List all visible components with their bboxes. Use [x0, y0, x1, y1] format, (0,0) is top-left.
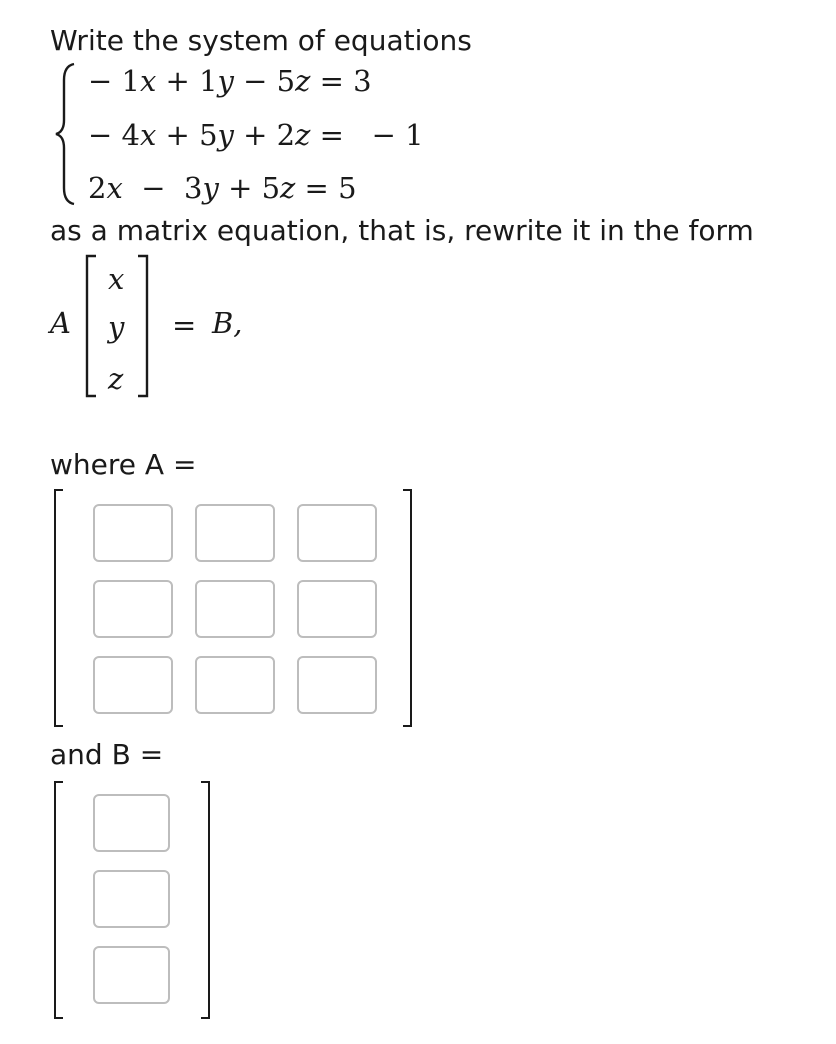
matrix-a-input-r2c3[interactable] — [297, 580, 377, 638]
b-label: and B = — [50, 738, 164, 771]
form-equals: = — [172, 308, 197, 342]
matrix-a-input-r3c3[interactable] — [297, 656, 377, 714]
intro-text: Write the system of equations — [50, 24, 472, 57]
matrix-a-input-r1c3[interactable] — [297, 504, 377, 562]
vector-left-bracket — [84, 254, 98, 398]
vector-entry-x: x — [108, 262, 125, 296]
matrix-a-left-bracket — [52, 488, 64, 728]
matrix-a-right-bracket — [402, 488, 414, 728]
matrix-a-input-r2c1[interactable] — [93, 580, 173, 638]
a-label: where A = — [50, 448, 197, 481]
matrix-a-input-r1c2[interactable] — [195, 504, 275, 562]
matrix-b-input-r3[interactable] — [93, 946, 170, 1004]
vector-right-bracket — [136, 254, 150, 398]
equation-3: 2x − 3y + 5z = 5 — [88, 171, 357, 205]
equation-2: − 4x + 5y + 2z = − 1 — [88, 118, 424, 152]
matrix-b-input-r1[interactable] — [93, 794, 170, 852]
matrix-a-input-r3c1[interactable] — [93, 656, 173, 714]
matrix-a-symbol: A — [50, 306, 71, 340]
matrix-b-left-bracket — [52, 780, 64, 1020]
equation-1: − 1x + 1y − 5z = 3 — [88, 64, 372, 98]
matrix-b-symbol: B, — [212, 306, 243, 340]
vector-entry-y: y — [108, 310, 125, 344]
matrix-b-right-bracket — [200, 780, 212, 1020]
vector-entry-z: z — [108, 362, 124, 396]
system-brace — [52, 62, 82, 206]
matrix-b-input-r2[interactable] — [93, 870, 170, 928]
transition-text: as a matrix equation, that is, rewrite it in the form — [50, 214, 754, 247]
matrix-a-input-r2c2[interactable] — [195, 580, 275, 638]
matrix-a-input-r3c2[interactable] — [195, 656, 275, 714]
matrix-a-input-r1c1[interactable] — [93, 504, 173, 562]
